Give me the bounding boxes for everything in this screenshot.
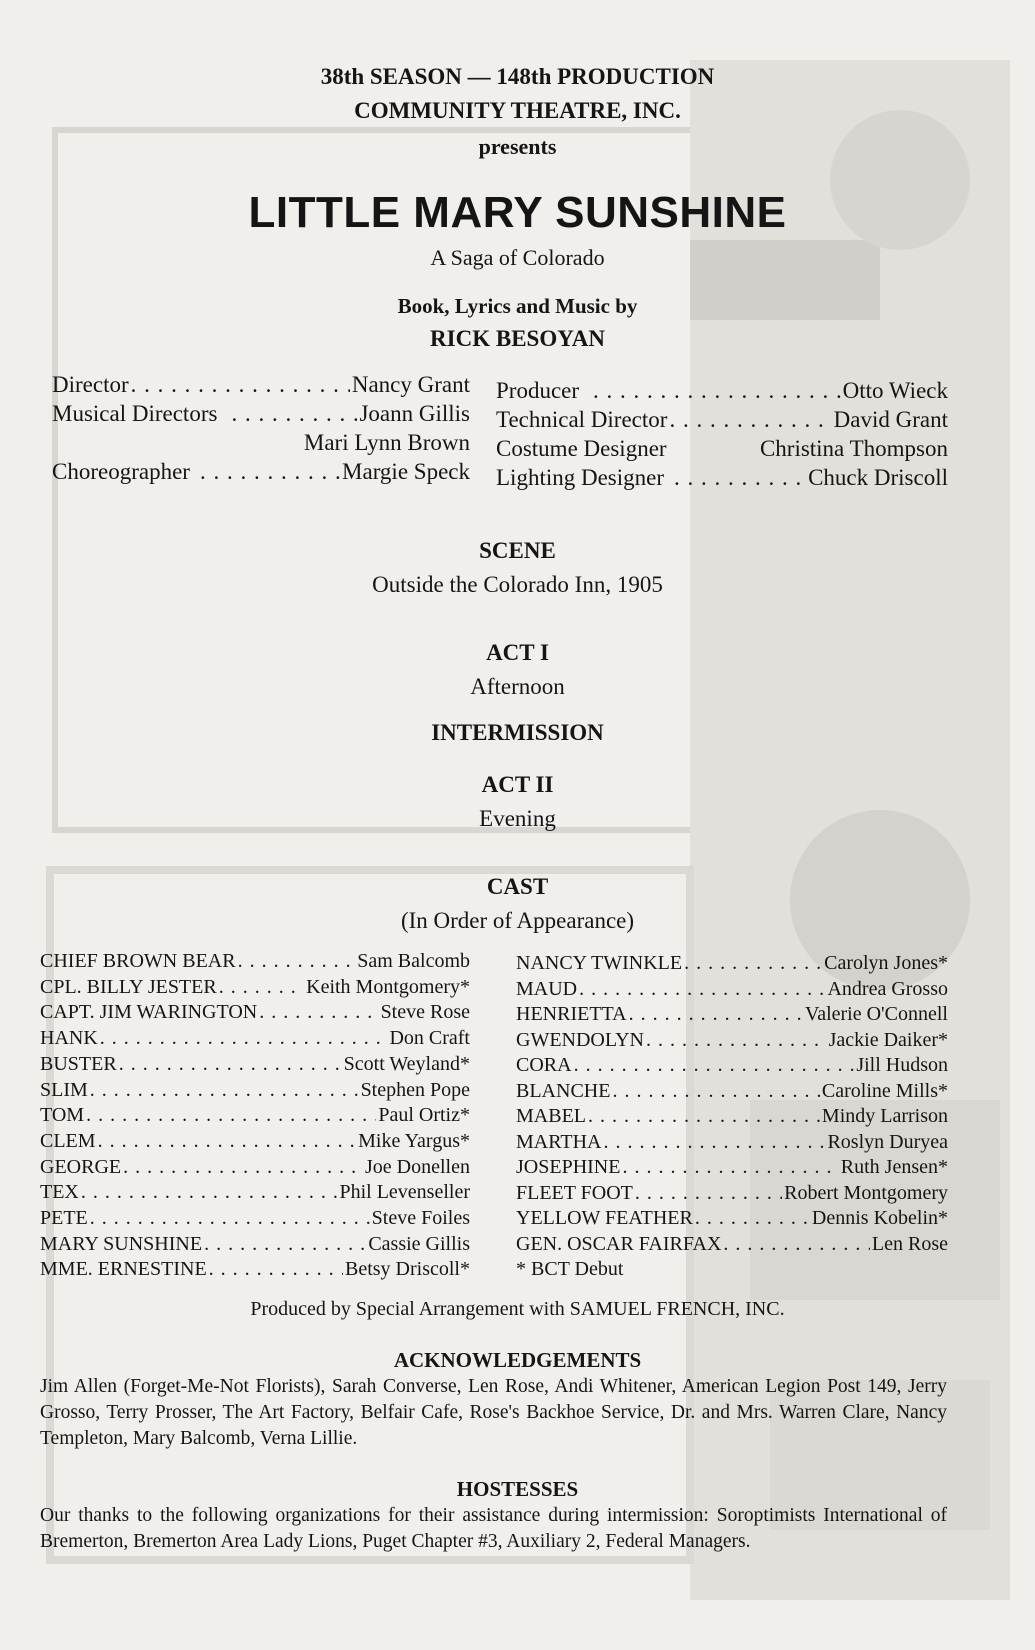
show-title: LITTLE MARY SUNSHINE xyxy=(248,188,787,237)
cast-actor: Paul Ortiz* xyxy=(378,1104,470,1127)
cast-footnote: * BCT Debut xyxy=(516,1258,624,1280)
cast-role: PETE xyxy=(40,1207,88,1229)
cast-actor: Betsy Driscoll* xyxy=(345,1258,470,1281)
cast-row xyxy=(516,1207,948,1230)
cast-role: BLANCHE xyxy=(516,1079,611,1102)
crew-choreographer: Choreographer . . . Margie Speck xyxy=(52,459,470,485)
cast-row xyxy=(40,1053,470,1076)
cast-role: MABEL xyxy=(516,1105,586,1127)
cast-actor: Caroline Mills* xyxy=(821,1079,948,1102)
cast-row xyxy=(40,1233,470,1256)
cast-heading: CAST xyxy=(486,874,549,899)
act1-time: Afternoon xyxy=(470,674,565,699)
cast-actor: Mindy Larrison xyxy=(821,1105,948,1127)
cast-role: JOSEPHINE xyxy=(516,1156,621,1178)
hostesses-text: Our thanks to the following organizations for their assistance during intermission: Soroptimists International of Bremerton, Bremerton Area Lady Lions, Puget Chapter #3, Auxiliary 2, Federal Managers. xyxy=(40,1505,947,1552)
cast-actor: Keith Montgomery* xyxy=(306,975,470,998)
cast-row xyxy=(516,1105,948,1128)
cast-row xyxy=(516,1080,948,1103)
cast-role: FLEET FOOT xyxy=(516,1181,633,1204)
cast-role: GEN. OSCAR FAIRFAX xyxy=(516,1232,722,1255)
cast-actor: Phil Levenseller xyxy=(339,1181,470,1204)
cast-role: BUSTER xyxy=(40,1052,117,1075)
cast-actor: Stephen Pope xyxy=(360,1078,470,1101)
cast-role: MAUD xyxy=(516,977,578,1000)
cast-actor: Jill Hudson xyxy=(856,1054,948,1076)
crew-technical-director: Technical Director . . . David Grant xyxy=(496,407,948,433)
cast-role: GEORGE xyxy=(40,1155,122,1178)
cast-row xyxy=(516,978,948,1001)
cast-role: CAPT. JIM WARINGTON xyxy=(40,1001,258,1024)
cast-row xyxy=(40,1181,470,1204)
cast-actor: Sam Balcomb xyxy=(357,950,470,972)
cast-row xyxy=(40,976,470,999)
cast-row xyxy=(516,1054,948,1077)
intermission-heading: INTERMISSION xyxy=(431,720,604,745)
cast-role: CLEM xyxy=(40,1129,96,1152)
cast-role: NANCY TWINKLE xyxy=(516,952,683,974)
cast-row xyxy=(40,1156,470,1179)
cast-actor: Ruth Jensen* xyxy=(840,1156,948,1178)
season-line: 38th SEASON — 148th PRODUCTION xyxy=(320,64,715,89)
cast-actor: Carolyn Jones* xyxy=(824,952,948,974)
crew-musical-directors: Musical Directors . . . Joann Gillis xyxy=(52,401,470,427)
cast-actor: Len Rose xyxy=(871,1232,948,1255)
author-name: RICK BESOYAN xyxy=(430,326,605,351)
hostesses-heading: HOSTESSES xyxy=(456,1477,579,1501)
cast-row xyxy=(40,1027,470,1050)
cast-role: GWENDOLYN xyxy=(516,1028,644,1051)
crew-producer: Producer . . . Otto Wieck xyxy=(496,378,948,404)
credit-label: Book, Lyrics and Music by xyxy=(397,294,638,318)
cast-row xyxy=(516,1182,948,1205)
cast-row xyxy=(516,1233,948,1256)
cast-actor: Cassie Gillis xyxy=(368,1232,470,1255)
crew-costume-designer: Costume Designer Christina Thompson xyxy=(496,436,948,461)
cast-subheading: (In Order of Appearance) xyxy=(400,908,635,933)
cast-row xyxy=(516,1156,948,1179)
scene-setting: Outside the Colorado Inn, 1905 xyxy=(372,572,663,597)
acknowledgements-heading: ACKNOWLEDGEMENTS xyxy=(393,1348,642,1372)
cast-role: MARTHA xyxy=(516,1130,602,1153)
act1-heading: ACT I xyxy=(486,640,549,665)
cast-actor: Mike Yargus* xyxy=(358,1129,470,1152)
cast-role: MARY SUNSHINE xyxy=(40,1232,203,1255)
cast-row xyxy=(40,950,470,973)
cast-row xyxy=(40,1207,470,1230)
cast-row xyxy=(40,1001,470,1024)
acknowledgements-text: Jim Allen (Forget-Me-Not Florists), Sarah Converse, Len Rose, Andi Whitener, American Legion Post 149, Jerry Grosso, Terry Prosser, The Art Factory, Belfair Cafe, Rose's Backhoe Service, Dr. and Mrs. Warren Clare, Nancy Templeton, Mary Balcomb, Verna Lillie. xyxy=(40,1376,947,1449)
act2-time: Evening xyxy=(479,806,556,831)
cast-role: YELLOW FEATHER xyxy=(516,1207,693,1229)
scene-heading: SCENE xyxy=(479,538,556,563)
crew-lighting-designer: Lighting Designer . . . Chuck Driscoll xyxy=(496,465,948,491)
crew-director: Director . . . Nancy Grant xyxy=(52,372,470,398)
crew-musical-director-2: Mari Lynn Brown xyxy=(303,430,470,455)
cast-actor: Roslyn Duryea xyxy=(827,1130,948,1153)
cast-role: CORA xyxy=(516,1054,572,1076)
cast-row xyxy=(516,1131,948,1154)
cast-row xyxy=(516,952,948,975)
cast-role: HENRIETTA xyxy=(516,1003,627,1025)
cast-actor: Dennis Kobelin* xyxy=(811,1207,948,1229)
cast-actor: Robert Montgomery xyxy=(784,1181,948,1204)
cast-row xyxy=(516,1003,948,1026)
cast-role: CPL. BILLY JESTER xyxy=(40,975,217,998)
presents-line: presents xyxy=(478,134,557,159)
cast-role: HANK xyxy=(40,1027,98,1050)
cast-row xyxy=(40,1258,470,1281)
cast-row xyxy=(516,1029,948,1052)
cast-actor: Andrea Grosso xyxy=(827,977,948,1000)
cast-actor: Valerie O'Connell xyxy=(804,1003,948,1025)
cast-role: CHIEF BROWN BEAR xyxy=(40,950,236,972)
cast-row xyxy=(40,1104,470,1127)
cast-actor: Steve Rose xyxy=(380,1001,470,1024)
cast-role: MME. ERNESTINE xyxy=(40,1258,207,1281)
cast-role: SLIM xyxy=(40,1078,88,1101)
cast-actor: Steve Foiles xyxy=(371,1207,470,1229)
special-arrangement: Produced by Special Arrangement with SAMUEL FRENCH, INC. xyxy=(250,1298,785,1320)
cast-actor: Joe Donellen xyxy=(365,1155,470,1178)
cast-role: TOM xyxy=(40,1104,85,1127)
cast-actor: Don Craft xyxy=(389,1027,470,1050)
cast-row xyxy=(40,1130,470,1153)
cast-actor: Scott Weyland* xyxy=(343,1052,470,1075)
act2-heading: ACT II xyxy=(481,772,554,797)
cast-row xyxy=(40,1079,470,1102)
company-name: COMMUNITY THEATRE, INC. xyxy=(354,98,681,123)
cast-actor: Jackie Daiker* xyxy=(828,1028,948,1051)
cast-role: TEX xyxy=(40,1181,79,1204)
show-subtitle: A Saga of Colorado xyxy=(430,245,605,270)
